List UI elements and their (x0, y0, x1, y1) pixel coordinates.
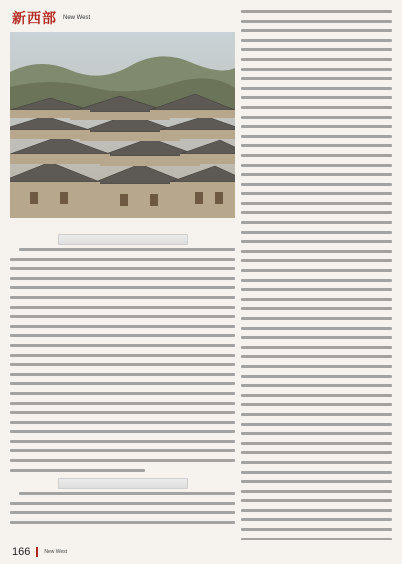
text-line (241, 336, 392, 339)
text-line (241, 106, 392, 109)
text-line (10, 449, 235, 452)
text-line (241, 442, 392, 445)
courtyard-photo (10, 32, 235, 218)
text-line (10, 354, 235, 357)
text-line (241, 288, 392, 291)
text-line (241, 307, 392, 310)
paragraph (10, 492, 235, 524)
text-line (241, 509, 392, 512)
text-line (241, 259, 392, 262)
page-number: 166 (12, 546, 31, 558)
text-line (241, 154, 392, 157)
left-column (10, 230, 235, 540)
text-line (10, 296, 235, 299)
text-line (241, 518, 392, 521)
text-line (10, 306, 235, 309)
right-column (241, 10, 392, 540)
text-line (10, 267, 235, 270)
text-line (241, 432, 392, 435)
text-line (241, 471, 392, 474)
text-line (10, 459, 235, 462)
text-line (241, 116, 392, 119)
text-line (10, 277, 235, 280)
text-line (19, 248, 235, 251)
text-line (241, 538, 392, 540)
footer-divider (36, 547, 38, 557)
section-heading-3 (58, 478, 188, 489)
text-line (241, 250, 392, 253)
text-line (10, 315, 235, 318)
text-line (241, 375, 392, 378)
text-line (241, 183, 392, 186)
text-line (10, 382, 235, 385)
text-line (241, 202, 392, 205)
text-line (241, 528, 392, 531)
masthead-logo-en: New West (63, 14, 91, 21)
text-line (241, 346, 392, 349)
text-line (241, 68, 392, 71)
courtyard-photo-illustration (10, 32, 235, 218)
text-line (10, 521, 235, 524)
masthead-subtitle (63, 15, 90, 22)
text-line (241, 317, 392, 320)
text-line (241, 490, 392, 493)
text-line (241, 384, 392, 387)
text-line (241, 164, 392, 167)
text-line (241, 125, 392, 128)
text-line (10, 373, 235, 376)
text-line (241, 365, 392, 368)
text-line (241, 144, 392, 147)
text-line (10, 440, 235, 443)
text-line (10, 421, 235, 424)
text-line (10, 502, 235, 505)
text-line (10, 392, 235, 395)
text-line (241, 87, 392, 90)
text-line (10, 344, 235, 347)
text-line (241, 58, 392, 61)
text-line (241, 240, 392, 243)
text-line (241, 173, 392, 176)
text-line (241, 403, 392, 406)
text-line (241, 413, 392, 416)
text-line (10, 402, 235, 405)
text-line (241, 48, 392, 51)
paragraph (10, 248, 235, 472)
page-footer (12, 545, 232, 559)
text-line (10, 258, 235, 261)
text-line (10, 325, 235, 328)
text-line (241, 77, 392, 80)
text-line (241, 96, 392, 99)
text-line (10, 469, 145, 472)
text-line (241, 451, 392, 454)
text-line (241, 269, 392, 272)
text-line (241, 499, 392, 502)
text-line (241, 394, 392, 397)
text-line (241, 423, 392, 426)
text-line (19, 492, 235, 495)
text-line (241, 355, 392, 358)
text-line (241, 39, 392, 42)
text-line (241, 480, 392, 483)
text-line (241, 231, 392, 234)
paragraph (241, 10, 392, 540)
text-line (241, 327, 392, 330)
text-line (10, 334, 235, 337)
text-line (10, 430, 235, 433)
text-line (241, 221, 392, 224)
text-line (241, 211, 392, 214)
text-line (241, 192, 392, 195)
text-line (241, 10, 392, 13)
masthead (12, 8, 232, 28)
masthead-logo: 新西部 (12, 11, 57, 27)
text-line (241, 135, 392, 138)
text-line (241, 298, 392, 301)
section-heading-2 (58, 234, 188, 245)
footer-brand: New West (44, 549, 68, 555)
text-line (10, 286, 235, 289)
text-line (241, 461, 392, 464)
text-line (241, 29, 392, 32)
text-line (10, 363, 235, 366)
text-line (241, 279, 392, 282)
text-line (241, 20, 392, 23)
text-line (10, 511, 235, 514)
text-line (10, 411, 235, 414)
